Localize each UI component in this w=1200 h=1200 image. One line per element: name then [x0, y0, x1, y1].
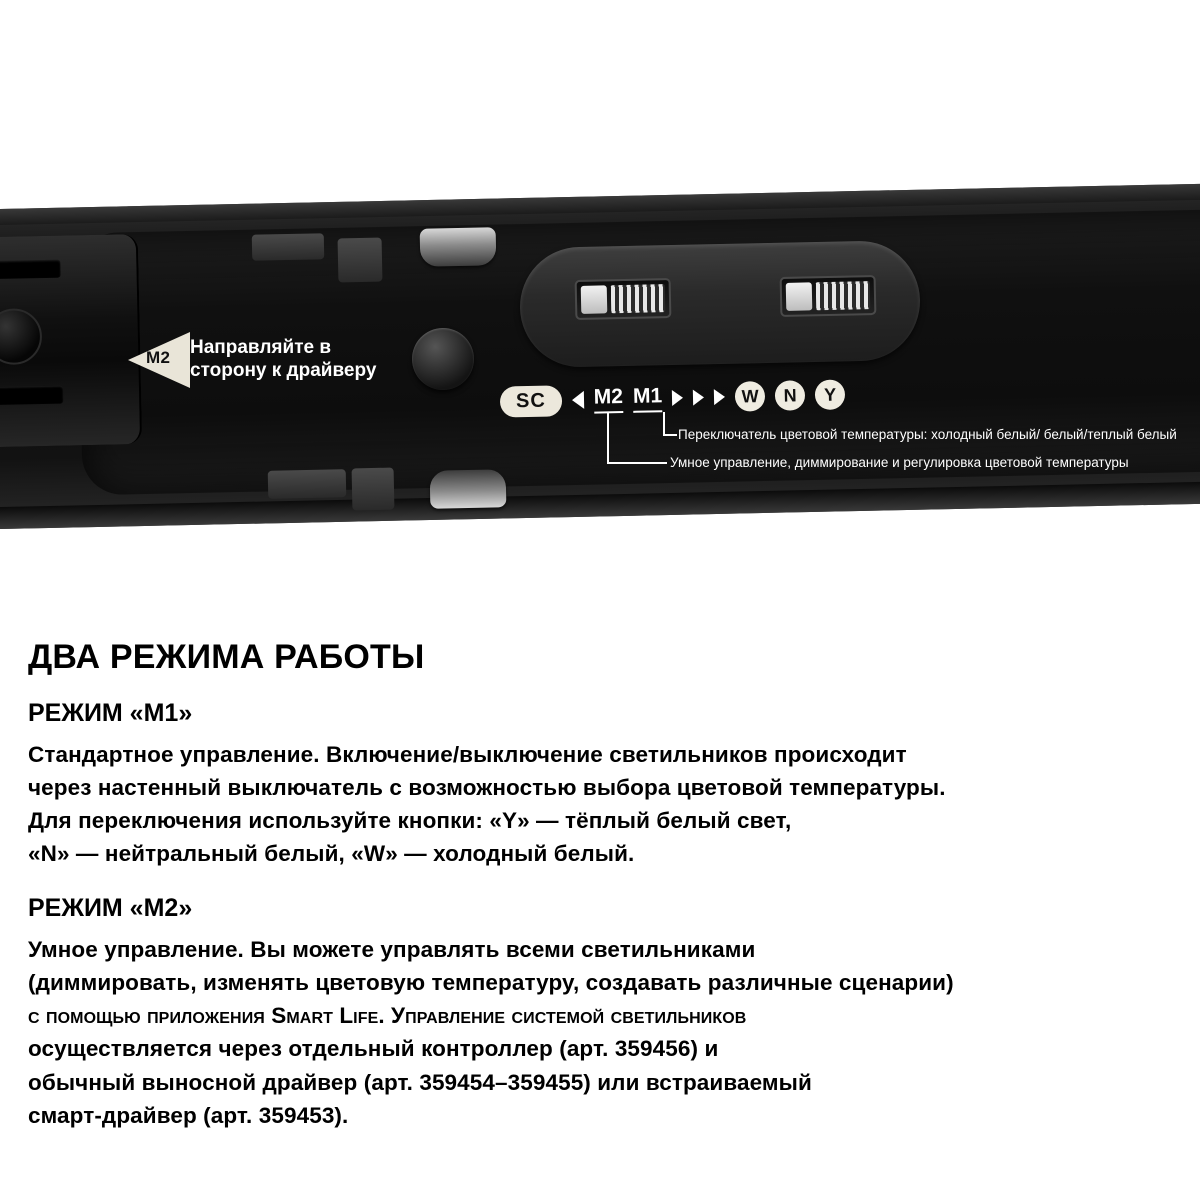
section-body-m1	[28, 738, 1172, 870]
aim-direction-text: Направляйте в сторону к драйверу	[190, 337, 377, 382]
dip-switch-stripes	[816, 281, 871, 310]
dip-switch-knob	[581, 285, 608, 314]
dip-switch-right	[780, 275, 877, 317]
m2-direction-marker	[128, 332, 190, 388]
end-cap-port	[0, 308, 42, 365]
legend-color-y: Y	[815, 379, 846, 410]
text-line: Для переключения используйте кнопки: «Y» — тёплый белый свет,	[28, 808, 792, 834]
page-title: ДВА РЕЖИМА РАБОТЫ	[28, 638, 425, 676]
track-end-cap	[0, 234, 142, 448]
section-heading-m1: РЕЖИМ «M1»	[28, 699, 193, 727]
section-heading-m2: РЕЖИМ «M2»	[28, 894, 193, 923]
legend-color-w: W	[735, 381, 766, 412]
arrow-right-icon	[714, 389, 725, 405]
contact-pad	[268, 469, 347, 499]
end-cap-slot-top	[0, 260, 61, 280]
dip-switch-knob	[786, 282, 813, 311]
m2-marker-label: M2	[146, 348, 171, 367]
control-legend	[500, 376, 846, 419]
text-line: Стандартное управление. Включение/выключение светильников происходит	[28, 742, 907, 767]
spring-clip	[430, 469, 507, 509]
text-line: «N» — нейтральный белый, «W» — холодный белый.	[28, 841, 635, 867]
legend-mode-m2: M2	[594, 385, 624, 414]
legend-sc-pill: SC	[500, 385, 562, 417]
text-line: (диммировать, изменять цветовую температуру, создавать различные сценарии)	[28, 970, 954, 996]
callout-leader-line	[607, 412, 609, 464]
spring-clip	[420, 227, 497, 267]
arrow-left-icon	[572, 391, 584, 409]
legend-mode-m1: M1	[633, 384, 663, 413]
contact-pad	[338, 238, 383, 283]
arrow-right-icon	[693, 389, 704, 405]
callout-smart-control: Умное управление, диммирование и регулировка цветовой температуры	[670, 455, 1129, 470]
arrow-right-icon	[672, 390, 683, 406]
text-line: обычный выносной драйвер (арт. 359454–359455) или встраиваемый	[28, 1069, 812, 1095]
text-line: осуществляется через отдельный контроллер (арт. 359456) и	[28, 1036, 719, 1062]
text-line: с помощью приложения Smart Life. Управление системой светильников	[28, 1003, 747, 1029]
text-line: Умное управление. Вы можете управлять всеми светильниками	[28, 937, 756, 963]
section-body-m2	[28, 933, 1172, 1131]
callout-leader-line	[663, 412, 665, 436]
end-cap-slot-bottom	[0, 386, 63, 406]
callout-color-temperature: Переключатель цветовой температуры: холодный белый/ белый/теплый белый	[678, 427, 1177, 442]
legend-color-n: N	[775, 380, 806, 411]
text-line: через настенный выключатель с возможностью выбора цветовой температуры.	[28, 775, 946, 801]
callout-leader-line	[607, 462, 667, 464]
dip-switch-left	[575, 278, 672, 320]
description-section	[0, 600, 1200, 1132]
contact-pad	[252, 233, 325, 261]
text-line: смарт-драйвер (арт. 359453).	[28, 1102, 349, 1128]
dip-switch-stripes	[611, 284, 666, 313]
callout-leader-line	[663, 434, 677, 436]
contact-pad	[352, 468, 395, 511]
